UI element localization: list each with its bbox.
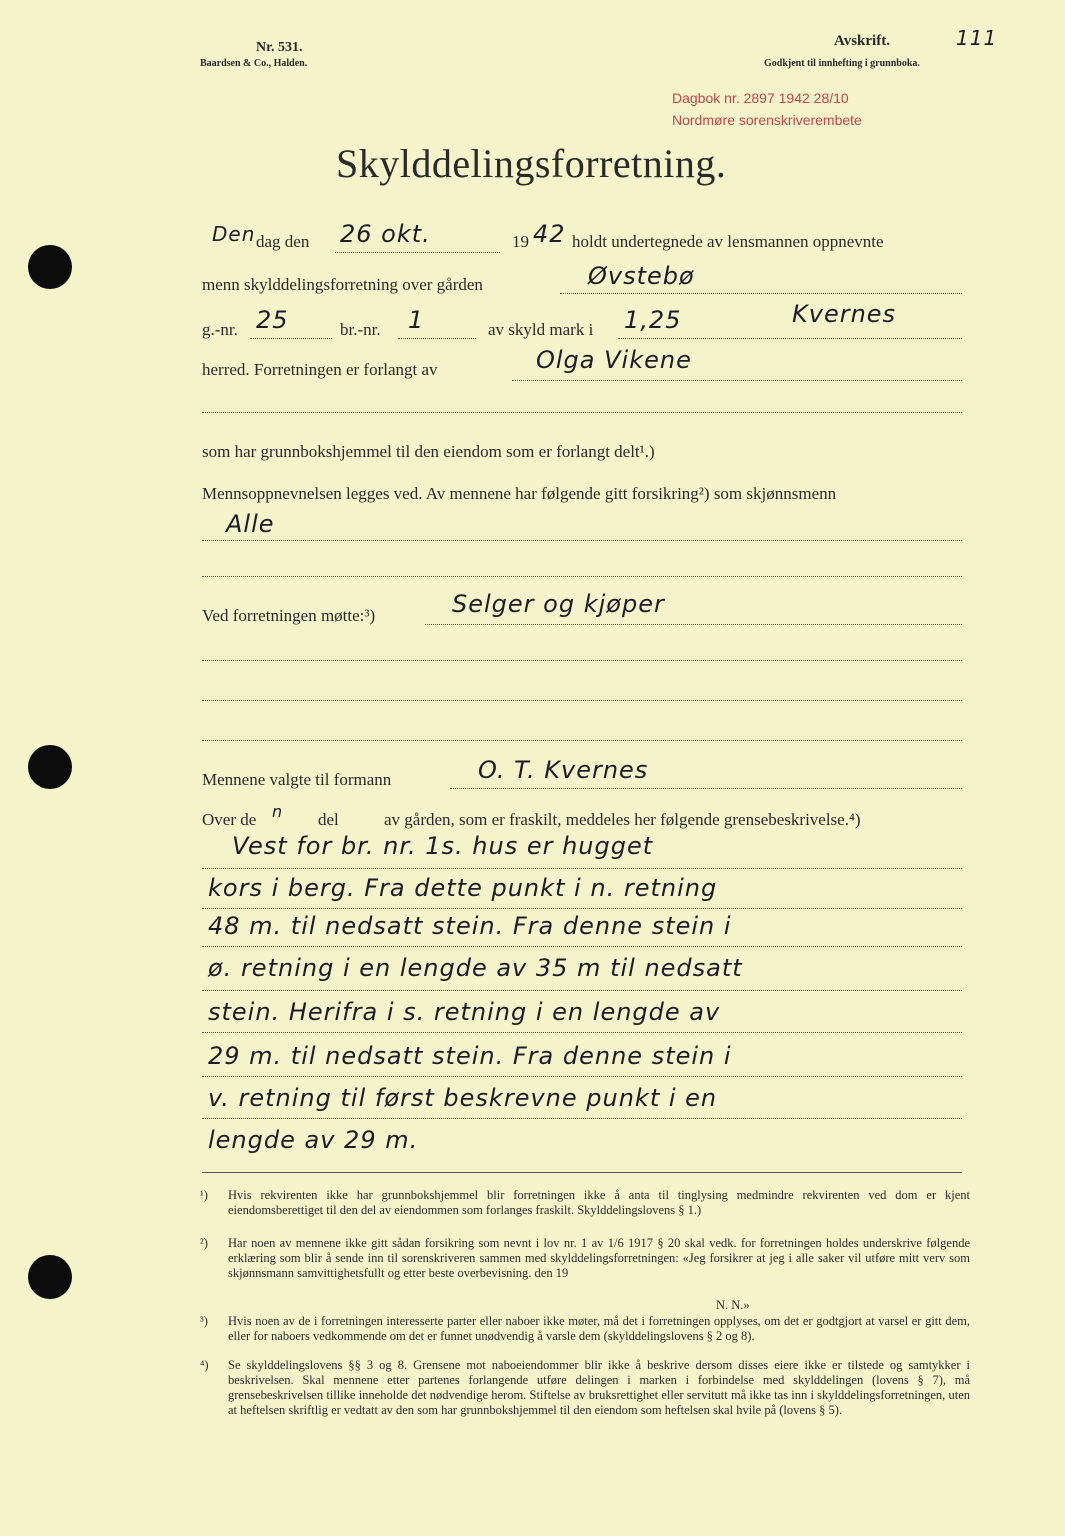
footnote-3 xyxy=(200,1314,970,1344)
hjemmel-text: som har grunnbokshjemmel til den eiendom som er forlangt delt¹.) xyxy=(202,442,655,461)
hand-prefix: Den xyxy=(212,222,256,246)
footnote-2 xyxy=(200,1236,970,1281)
skyld-value: 1,25 xyxy=(624,306,682,334)
men-hand: Alle xyxy=(226,510,275,538)
binder-hole xyxy=(28,1255,72,1299)
footnote-text: Hvis noen av de i forretningen interesserte parter eller naboer ikke møter, må det i forretningen opplyses, om det er godtgjort at varsel er gitt dem, eller for naboers vedkommende om det er funnet unødvendig å varsle dem (skylddelingslovens § 2 og 8). xyxy=(228,1314,970,1343)
attended-label: Ved forretningen møtte:³) xyxy=(202,606,376,625)
gnr-label: g.-nr. xyxy=(202,320,238,339)
footnote-number: ⁴) xyxy=(200,1358,209,1372)
attended-hand: Selger og kjøper xyxy=(452,590,665,618)
approval-note: Godkjent til innhefting i grunnboka. xyxy=(764,58,920,69)
year-value: 42 xyxy=(533,220,566,248)
year-prefix: 19 xyxy=(512,232,529,251)
footnote-number: ¹) xyxy=(200,1188,208,1202)
bnr-label: br.-nr. xyxy=(340,320,381,339)
document-title: Skylddelingsforretning. xyxy=(336,141,727,186)
over-hand: n xyxy=(272,802,284,821)
page-number: 111 xyxy=(956,26,998,50)
skyld-label: av skyld mark i xyxy=(488,320,594,339)
description-line: v. retning til først beskrevne punkt i en xyxy=(208,1084,718,1112)
registration-stamp-line1: Dagbok nr. 2897 1942 28/10 xyxy=(672,90,849,106)
description-line: Vest for br. nr. 1s. hus er hugget xyxy=(232,832,654,860)
fraskilt-text: av gården, som er fraskilt, meddeles her følgende grensebeskrivelse.⁴) xyxy=(384,810,861,829)
footnote-text: Hvis rekvirenten ikke har grunnbokshjemmel blir forretningen ikke å anta til tinglysing medmindre rekvirenten ved dom er kjent eiendomsberettiget til den del av eiendommen som forlanges fraskilt. Skylddelingslovens § 1.) xyxy=(228,1188,970,1217)
bnr-value: 1 xyxy=(408,306,425,334)
intro-text3: herred. Forretningen er forlangt av xyxy=(202,360,438,379)
description-line: ø. retning i en lengde av 35 m til nedsatt xyxy=(208,954,743,982)
herred-name: Kvernes xyxy=(792,300,897,328)
footnote-4 xyxy=(200,1358,970,1418)
binder-hole xyxy=(28,245,72,289)
description-line: 29 m. til nedsatt stein. Fra denne stein i xyxy=(208,1042,732,1070)
formann-label: Mennene valgte til formann xyxy=(202,770,392,789)
description-line: kors i berg. Fra dette punkt i n. retning xyxy=(208,874,718,902)
intro-prefix: dag den xyxy=(256,232,310,251)
copy-label: Avskrift. xyxy=(834,33,890,49)
requested-by: Olga Vikene xyxy=(536,346,692,374)
intro-text1: holdt undertegnede av lensmannen oppnevnte xyxy=(572,232,884,251)
footnote-number: ³) xyxy=(200,1314,208,1328)
gnr-value: 25 xyxy=(256,306,289,334)
printer-name: Baardsen & Co., Halden. xyxy=(200,58,308,69)
footnote-text: N. N.» xyxy=(716,1298,750,1312)
footnote-text: Har noen av mennene ikke gitt sådan forsikring som nevnt i lov nr. 1 av 1/6 1917 § 20 skal vedk. for forretningen holdes underskrive følgende erklæring som blir å sende inn til sorenskriveren sammen med skylddelingsforretningen: «Jeg forsikrer at jeg i alle saker vil utføre mitt verv som skjønnsmann samvittighetsfullt og etter beste overbevisning. den 19 xyxy=(228,1236,970,1280)
footnote-signature xyxy=(716,1298,836,1313)
del-label: del xyxy=(318,810,339,829)
footnote-number: ²) xyxy=(200,1236,208,1250)
binder-hole xyxy=(28,745,72,789)
description-line: stein. Herifra i s. retning i en lengde av xyxy=(208,998,721,1026)
men-text: Mennsoppnevnelsen legges ved. Av mennene har følgende gitt forsikring²) som skjønnsmenn xyxy=(202,484,837,503)
farm-name: Øvstebø xyxy=(588,262,695,290)
description-line: 48 m. til nedsatt stein. Fra denne stein i xyxy=(208,912,732,940)
registration-stamp-line2: Nordmøre sorenskriverembete xyxy=(672,112,862,128)
description-line: lengde av 29 m. xyxy=(208,1126,419,1154)
footnote-text: Se skylddelingslovens §§ 3 og 8. Grensene mot naboeiendommer blir ikke å beskrive dersom disses eiere ikke er tilstede og samtykker i beskrivelsen. Skal mennene etter partenes forlangende utføre delingen i marken i forbindelse med skylddelingen (lovens § 7), må grensebeskrivelsen tillike inneholde det nødvendige herom. Stiftelse av bruksrettighet eller servitutt må ikke tas inn i skylddelingsforretningen, uten at heftelsen skriftlig er vedtatt av den som har grunnbokshjemmel til den eiendom som heftelsen skal hvile på (lovens § 5). xyxy=(228,1358,970,1417)
date-value: 26 okt. xyxy=(340,220,431,248)
form-number: Nr. 531. xyxy=(256,40,303,55)
formann-hand: O. T. Kvernes xyxy=(478,756,649,784)
footnote-1 xyxy=(200,1188,970,1218)
over-label: Over de xyxy=(202,810,257,829)
intro-text2: menn skylddelingsforretning over gården xyxy=(202,275,483,294)
